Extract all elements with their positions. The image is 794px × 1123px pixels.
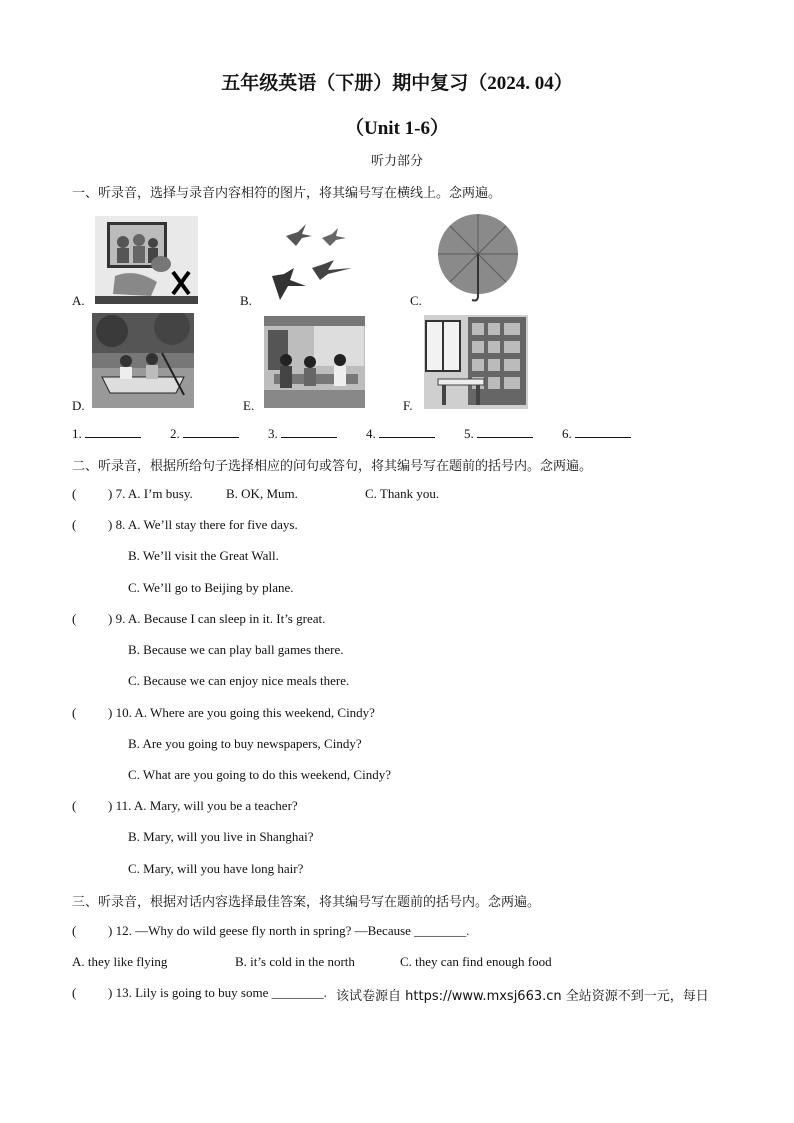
question-8: ( ) 8. A. We’ll stay there for five days. [72,517,298,532]
classroom-icon [264,316,365,408]
answer-blank-6[interactable]: 6. [562,425,631,442]
question-12: ( ) 12. —Why do wild geese fly north in spring? —Because ________. [72,923,470,938]
part3-instruction: 三、听录音，根据对话内容选择最佳答案，将其编号写在题前的括号内。念两遍。 [72,895,541,910]
umbrella-icon [432,212,524,304]
option-11c: C. Mary, will you have long hair? [128,861,304,876]
source-watermark: 该试卷源自 https://www.mxsj663.cn 全站资源不到一元，每日 [336,989,709,1004]
picture-b-label: B. [240,293,252,308]
boating-icon [92,313,194,408]
study-room-icon [424,315,528,409]
picture-a-label: A. [72,293,85,308]
picture-f-label: F. [403,398,413,413]
page-title: 五年级英语（下册）期中复习（2024. 04） [221,73,573,94]
question-11: ( ) 11. A. Mary, will you be a teacher? [72,798,298,813]
option-9b: B. Because we can play ball games there. [128,642,344,657]
tv-news-icon [95,216,198,304]
answer-blank-3[interactable]: 3. [268,425,337,442]
question-9: ( ) 9. A. Because I can sleep in it. It’s great. [72,611,326,626]
picture-c-label: C. [410,293,422,308]
option-8b: B. We’ll visit the Great Wall. [128,548,279,563]
option-10c: C. What are you going to do this weekend, Cindy? [128,767,391,782]
option-12b: B. it’s cold in the north [235,954,355,969]
option-10a: A. Where are you going this weekend, Cindy? [134,705,375,720]
option-7c: C. Thank you. [365,486,440,501]
answer-blank-4[interactable]: 4. [366,425,435,442]
answer-blank-5[interactable]: 5. [464,425,533,442]
question-13: ( ) 13. Lily is going to buy some ________. [72,985,327,1000]
question-13-text: Lily is going to buy some ________. [135,985,327,1000]
option-11a: A. Mary, will you be a teacher? [133,798,298,813]
option-8c: C. We’ll go to Beijing by plane. [128,580,294,595]
wild-geese-icon [262,216,362,304]
option-7a: A. I’m busy. [127,486,193,501]
part2-instruction: 二、听录音，根据所给句子选择相应的问句或答句，将其编号写在题前的括号内。念两遍。 [72,459,593,474]
question-12-text: —Why do wild geese fly north in spring? —Because ________. [135,923,470,938]
option-11b: B. Mary, will you live in Shanghai? [128,829,314,844]
part1-instruction: 一、听录音，选择与录音内容相符的图片，将其编号写在横线上。念两遍。 [72,186,502,201]
option-8a: A. We’ll stay there for five days. [127,517,298,532]
answer-blank-1[interactable]: 1. [72,425,141,442]
section-heading: 听力部分 [370,154,423,169]
picture-e-label: E. [243,398,255,413]
question-10: ( ) 10. A. Where are you going this weekend, Cindy? [72,705,375,720]
answer-blank-2[interactable]: 2. [170,425,239,442]
picture-d-label: D. [72,398,85,413]
option-12c: C. they can find enough food [400,954,552,969]
option-9a: A. Because I can sleep in it. It’s great. [127,611,326,626]
option-10b: B. Are you going to buy newspapers, Cindy? [128,736,362,751]
option-7b: B. OK, Mum. [226,486,298,501]
option-12a: A. they like flying [72,954,168,969]
option-9c: C. Because we can enjoy nice meals there. [128,673,350,688]
page-subtitle: （Unit 1-6） [345,118,449,139]
question-7: ( ) 7. A. I’m busy. [72,486,193,501]
